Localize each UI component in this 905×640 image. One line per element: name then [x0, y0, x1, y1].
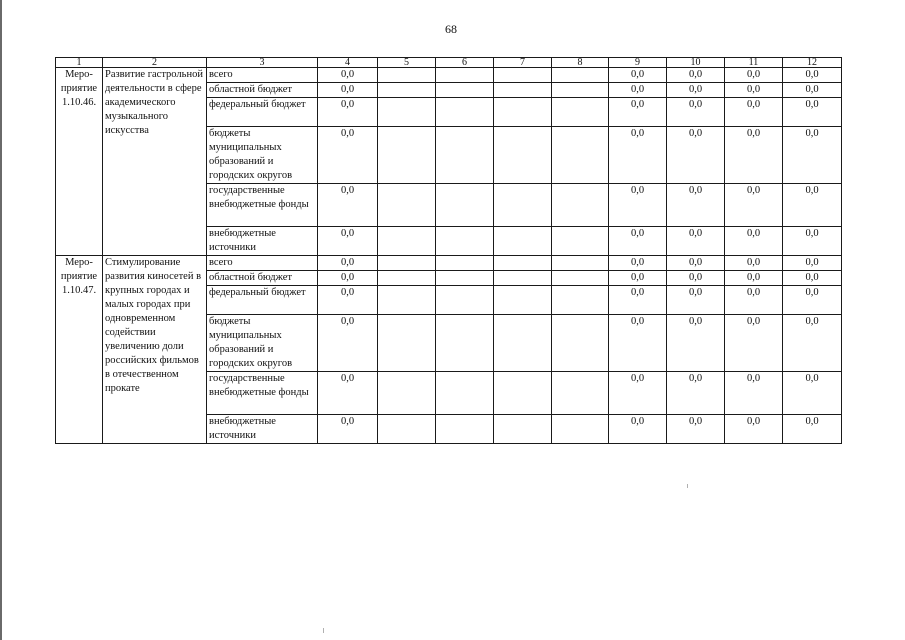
funding-source: внебюджетные источники — [207, 227, 318, 256]
value-cell-c11: 0,0 — [725, 98, 783, 127]
value-cell-c12: 0,0 — [783, 227, 842, 256]
value-cell-c6 — [436, 83, 494, 98]
value-cell-c12: 0,0 — [783, 286, 842, 315]
value-cell-c10: 0,0 — [667, 127, 725, 184]
value-cell-c7 — [494, 184, 552, 227]
value-cell-c5 — [378, 83, 436, 98]
funding-source: бюджеты муниципальных образований и городских округов — [207, 315, 318, 372]
column-header: 2 — [103, 58, 207, 68]
value-cell-c4: 0,0 — [318, 256, 378, 271]
value-cell-c4: 0,0 — [318, 286, 378, 315]
column-header: 4 — [318, 58, 378, 68]
value-cell-c11: 0,0 — [725, 184, 783, 227]
column-header: 3 — [207, 58, 318, 68]
value-cell-c5 — [378, 256, 436, 271]
value-cell-c8 — [552, 372, 609, 415]
value-cell-c12: 0,0 — [783, 68, 842, 83]
value-cell-c6 — [436, 184, 494, 227]
value-cell-c4: 0,0 — [318, 415, 378, 444]
value-cell-c9: 0,0 — [609, 83, 667, 98]
value-cell-c9: 0,0 — [609, 286, 667, 315]
value-cell-c12: 0,0 — [783, 184, 842, 227]
value-cell-c10: 0,0 — [667, 184, 725, 227]
value-cell-c12: 0,0 — [783, 415, 842, 444]
value-cell-c8 — [552, 184, 609, 227]
value-cell-c9: 0,0 — [609, 184, 667, 227]
column-header: 7 — [494, 58, 552, 68]
scan-speck — [323, 628, 324, 633]
column-header: 6 — [436, 58, 494, 68]
value-cell-c4: 0,0 — [318, 83, 378, 98]
column-header: 11 — [725, 58, 783, 68]
column-header: 9 — [609, 58, 667, 68]
value-cell-c7 — [494, 227, 552, 256]
value-cell-c7 — [494, 315, 552, 372]
value-cell-c9: 0,0 — [609, 256, 667, 271]
value-cell-c12: 0,0 — [783, 372, 842, 415]
value-cell-c9: 0,0 — [609, 68, 667, 83]
value-cell-c11: 0,0 — [725, 68, 783, 83]
value-cell-c5 — [378, 415, 436, 444]
value-cell-c8 — [552, 68, 609, 83]
value-cell-c8 — [552, 315, 609, 372]
value-cell-c10: 0,0 — [667, 372, 725, 415]
value-cell-c5 — [378, 68, 436, 83]
value-cell-c11: 0,0 — [725, 286, 783, 315]
column-header: 1 — [56, 58, 103, 68]
value-cell-c7 — [494, 127, 552, 184]
funding-source: государственные внебюджетные фонды — [207, 372, 318, 415]
value-cell-c7 — [494, 68, 552, 83]
funding-source: внебюджетные источники — [207, 415, 318, 444]
scan-left-edge — [0, 0, 2, 640]
funding-source: всего — [207, 68, 318, 83]
value-cell-c10: 0,0 — [667, 256, 725, 271]
column-header: 5 — [378, 58, 436, 68]
value-cell-c4: 0,0 — [318, 184, 378, 227]
value-cell-c8 — [552, 271, 609, 286]
column-header: 12 — [783, 58, 842, 68]
activity-label: Меро-приятие 1.10.47. — [56, 256, 103, 444]
value-cell-c4: 0,0 — [318, 372, 378, 415]
value-cell-c6 — [436, 372, 494, 415]
value-cell-c5 — [378, 127, 436, 184]
value-cell-c11: 0,0 — [725, 271, 783, 286]
value-cell-c10: 0,0 — [667, 271, 725, 286]
budget-table — [55, 57, 842, 444]
value-cell-c9: 0,0 — [609, 271, 667, 286]
funding-source: федеральный бюджет — [207, 286, 318, 315]
value-cell-c5 — [378, 98, 436, 127]
value-cell-c11: 0,0 — [725, 127, 783, 184]
value-cell-c4: 0,0 — [318, 315, 378, 372]
value-cell-c11: 0,0 — [725, 83, 783, 98]
value-cell-c12: 0,0 — [783, 271, 842, 286]
value-cell-c6 — [436, 227, 494, 256]
value-cell-c9: 0,0 — [609, 415, 667, 444]
value-cell-c10: 0,0 — [667, 68, 725, 83]
funding-source: областной бюджет — [207, 271, 318, 286]
value-cell-c7 — [494, 286, 552, 315]
value-cell-c5 — [378, 286, 436, 315]
value-cell-c10: 0,0 — [667, 227, 725, 256]
value-cell-c9: 0,0 — [609, 98, 667, 127]
funding-source: государственные внебюджетные фонды — [207, 184, 318, 227]
value-cell-c11: 0,0 — [725, 256, 783, 271]
value-cell-c8 — [552, 127, 609, 184]
value-cell-c8 — [552, 256, 609, 271]
scan-speck — [687, 484, 688, 488]
value-cell-c7 — [494, 372, 552, 415]
value-cell-c4: 0,0 — [318, 98, 378, 127]
value-cell-c9: 0,0 — [609, 227, 667, 256]
funding-source: областной бюджет — [207, 83, 318, 98]
value-cell-c5 — [378, 315, 436, 372]
value-cell-c4: 0,0 — [318, 227, 378, 256]
value-cell-c6 — [436, 256, 494, 271]
value-cell-c7 — [494, 415, 552, 444]
value-cell-c10: 0,0 — [667, 315, 725, 372]
value-cell-c12: 0,0 — [783, 315, 842, 372]
value-cell-c5 — [378, 271, 436, 286]
value-cell-c7 — [494, 98, 552, 127]
value-cell-c6 — [436, 68, 494, 83]
value-cell-c11: 0,0 — [725, 372, 783, 415]
value-cell-c9: 0,0 — [609, 315, 667, 372]
activity-title: Стимулирование развития киносетей в крупных городах и малых городах при одновременном содействии увеличению доли российских фильмов в отечественном прокате — [103, 256, 207, 444]
page-number: 68 — [445, 22, 457, 36]
funding-source: федеральный бюджет — [207, 98, 318, 127]
value-cell-c8 — [552, 83, 609, 98]
table-row — [56, 256, 842, 271]
value-cell-c4: 0,0 — [318, 127, 378, 184]
value-cell-c6 — [436, 127, 494, 184]
funding-source: всего — [207, 256, 318, 271]
value-cell-c12: 0,0 — [783, 98, 842, 127]
column-number-row — [56, 58, 842, 68]
value-cell-c8 — [552, 98, 609, 127]
activity-title: Развитие гастрольной деятельности в сфере академического музыкального искусства — [103, 68, 207, 256]
value-cell-c6 — [436, 315, 494, 372]
value-cell-c5 — [378, 372, 436, 415]
value-cell-c5 — [378, 184, 436, 227]
value-cell-c12: 0,0 — [783, 83, 842, 98]
value-cell-c7 — [494, 256, 552, 271]
value-cell-c10: 0,0 — [667, 286, 725, 315]
value-cell-c4: 0,0 — [318, 271, 378, 286]
column-header: 10 — [667, 58, 725, 68]
value-cell-c11: 0,0 — [725, 227, 783, 256]
value-cell-c6 — [436, 286, 494, 315]
value-cell-c10: 0,0 — [667, 83, 725, 98]
value-cell-c10: 0,0 — [667, 415, 725, 444]
value-cell-c11: 0,0 — [725, 415, 783, 444]
value-cell-c8 — [552, 415, 609, 444]
value-cell-c9: 0,0 — [609, 372, 667, 415]
value-cell-c7 — [494, 271, 552, 286]
value-cell-c12: 0,0 — [783, 256, 842, 271]
value-cell-c7 — [494, 83, 552, 98]
value-cell-c5 — [378, 227, 436, 256]
value-cell-c8 — [552, 227, 609, 256]
value-cell-c4: 0,0 — [318, 68, 378, 83]
activity-label: Меро-приятие 1.10.46. — [56, 68, 103, 256]
table-row — [56, 68, 842, 83]
value-cell-c10: 0,0 — [667, 98, 725, 127]
value-cell-c6 — [436, 98, 494, 127]
value-cell-c12: 0,0 — [783, 127, 842, 184]
column-header: 8 — [552, 58, 609, 68]
value-cell-c6 — [436, 415, 494, 444]
funding-source: бюджеты муниципальных образований и городских округов — [207, 127, 318, 184]
value-cell-c6 — [436, 271, 494, 286]
value-cell-c8 — [552, 286, 609, 315]
value-cell-c11: 0,0 — [725, 315, 783, 372]
value-cell-c9: 0,0 — [609, 127, 667, 184]
